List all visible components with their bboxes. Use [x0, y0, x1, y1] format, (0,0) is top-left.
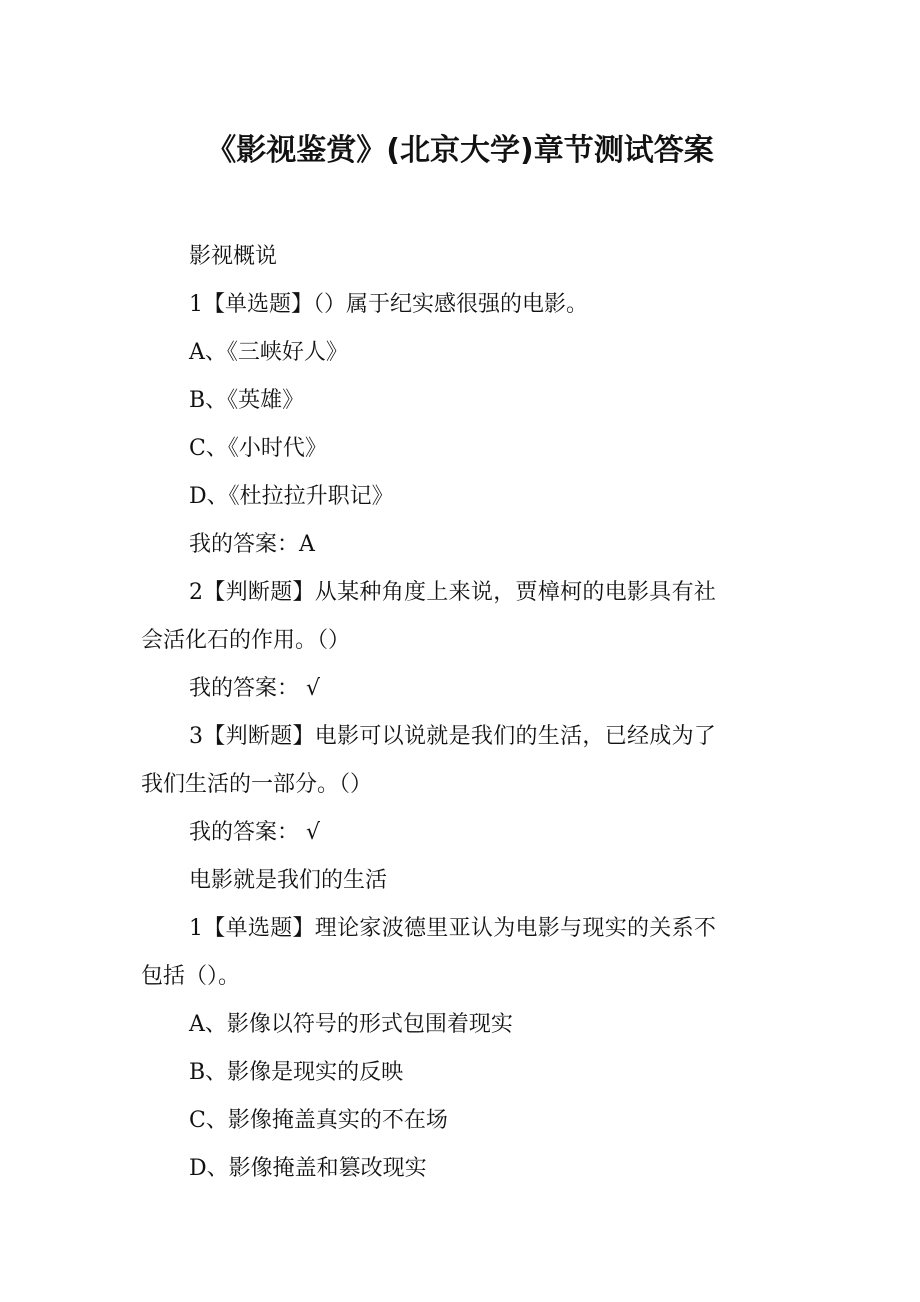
question-text-line2: 会活化石的作用。（）: [141, 628, 351, 653]
document-title: 《影视鉴赏》(北京大学)章节测试答案: [206, 133, 714, 168]
document-body: [141, 233, 781, 1193]
option-a: A、影像以符号的形式包围着现实: [189, 1012, 513, 1037]
option-a: A、《三峡好人》: [189, 340, 348, 365]
option-c: C、《小时代》: [189, 436, 327, 461]
option-c: C、影像掩盖真实的不在场: [189, 1108, 448, 1133]
section-heading: 影视概说: [189, 244, 278, 269]
option-b: B、《英雄》: [189, 388, 305, 413]
question-text-line1: 1【单选题】理论家波德里亚认为电影与现实的关系不: [189, 916, 717, 941]
option-d: D、影像掩盖和篡改现实: [189, 1156, 427, 1181]
answer-text: 我的答案：A: [189, 532, 315, 557]
option-b: B、影像是现实的反映: [189, 1060, 404, 1085]
question-text-line2: 包括（）。: [141, 964, 241, 989]
question-text-line2: 我们生活的一部分。（）: [141, 772, 373, 797]
section-heading: 电影就是我们的生活: [189, 868, 388, 893]
option-d: D、《杜拉拉升职记》: [189, 484, 394, 509]
question-text-line1: 3【判断题】电影可以说就是我们的生活，已经成为了: [189, 724, 717, 749]
answer-text: 我的答案： √: [189, 820, 321, 845]
question-text: 1【单选题】（）属于纪实感很强的电影。: [189, 292, 588, 317]
question-text-line1: 2【判断题】从某种角度上来说，贾樟柯的电影具有社: [189, 580, 717, 605]
answer-text: 我的答案： √: [189, 676, 321, 701]
